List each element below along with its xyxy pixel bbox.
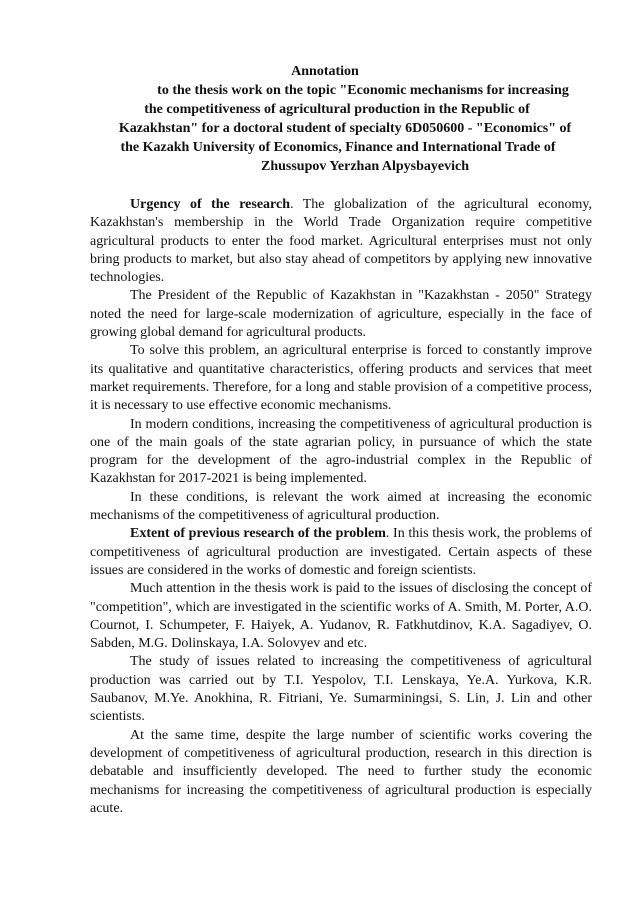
- paragraph-text: The study of issues related to increasing the competitiveness of agricultural production was carried out by T.I. Yespolov, T.I. Lenskaya, Ye.A. Yurkova, K.R. Saubanov, M.Ye. Anokhina, R. Fitriani, Ye. Sumarminingsi, S. Lin, J. Lin and other scientists.: [90, 654, 592, 725]
- paragraph-text: . In this thesis work, the problems of competitiveness of agricultural production are investigated. Certain aspects of these issues are considered in the works of domestic and foreign scientists.: [90, 526, 592, 578]
- thesis-topic-line-2: the competitiveness of agricultural production in the Republic of: [144, 102, 530, 117]
- paragraph-text: Much attention in the thesis work is paid to the issues of disclosing the concept of "competition", which are investigated in the scientific works of A. Smith, M. Porter, A.O. Cournot, I. Schumpeter, F. Haiyek, A. Yudanov, R. Fatkhutdinov, K.A. Sagadiyev, O. Sabden, M.G. Dolinskaya, I.A. Solovyev and etc.: [90, 581, 592, 652]
- paragraph: [90, 727, 592, 818]
- paragraph-heading: Urgency of the research: [130, 197, 290, 212]
- paragraph: [90, 489, 592, 526]
- annotation-title: Annotation: [291, 64, 359, 79]
- thesis-topic-line-3: Kazakhstan" for a doctoral student of specialty 6D050600 - "Economics" of: [118, 121, 572, 136]
- annotation-body: [90, 196, 592, 818]
- paragraph: [90, 653, 592, 726]
- paragraph-text: To solve this problem, an agricultural enterprise is forced to constantly improve its qualitative and quantitative characteristics, offering products and services that meet market requirements. Therefore, for a long and stable provision of a competitive process, it is necessary to use effective economic mechanisms.: [90, 343, 592, 414]
- thesis-topic-line-4: the Kazakh University of Economics, Finance and International Trade of: [120, 140, 556, 155]
- paragraph: [90, 196, 592, 287]
- paragraph: [90, 342, 592, 415]
- author-name: Zhussupov Yerzhan Alpysbayevich: [261, 159, 469, 174]
- paragraph-text: At the same time, despite the large number of scientific works covering the development of competitiveness of agricultural production, research in this direction is debatable and insufficiently developed. The need to further study the economic mechanisms for increasing the competitiveness of agricultural production is especially acute.: [90, 727, 592, 816]
- paragraph-heading: Extent of previous research of the problem: [130, 526, 386, 542]
- paragraph-text: The President of the Republic of Kazakhstan in "Kazakhstan - 2050" Strategy noted the need for large-scale modernization of agriculture, especially in the face of growing global demand for agricultural products.: [90, 288, 592, 341]
- thesis-topic-line-1: to the thesis work on the topic "Economic mechanisms for increasing: [157, 83, 569, 98]
- paragraph: [90, 416, 592, 489]
- paragraph: [90, 580, 592, 653]
- paragraph-text: In modern conditions, increasing the competitiveness of agricultural production is one of the main goals of the state agrarian policy, in pursuance of which the state program for the development of the agro-industrial complex in the Republic of Kazakhstan for 2017-2021 is being implemented.: [90, 416, 592, 487]
- paragraph: [90, 525, 592, 580]
- paragraph: [90, 287, 592, 342]
- paragraph-text: In these conditions, is relevant the work aimed at increasing the economic mechanisms of the competitiveness of agricultural production.: [90, 489, 592, 524]
- paragraph-text: . The globalization of the agricultural economy, Kazakhstan's membership in the World Trade Organization require competitive agricultural products to enter the food market. Agricultural enterprises must not only bring products to market, but also stay ahead of competitors by applying new innovative technologies.: [90, 197, 592, 286]
